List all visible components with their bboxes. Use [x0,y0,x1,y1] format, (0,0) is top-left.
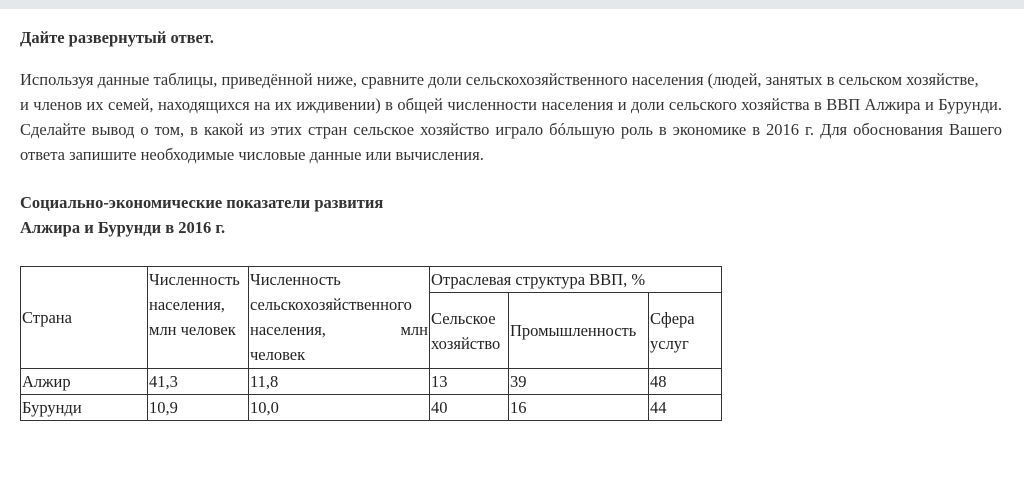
cell-agri-population: 11,8 [249,369,430,395]
header-agri-population-line [250,267,428,342]
indicators-table [20,266,722,421]
header-country: Страна [21,267,148,369]
header-agri-population [249,267,430,369]
top-bar [0,0,1024,9]
task-heading: Дайте развернутый ответ. [20,28,214,47]
cell-industry: 16 [509,395,649,421]
cell-services: 48 [649,369,722,395]
table-row [21,395,722,421]
header-agriculture: Сельское хозяйство [430,293,509,369]
table-header-row [21,267,722,293]
cell-country: Бурунди [21,395,148,421]
table-title-line-2: Алжира и Бурунди в 2016 г. [20,218,226,237]
header-agri-population-text: Численность сельскохозяйственного населения, [250,270,412,339]
table-title [20,190,1002,240]
cell-agriculture: 40 [430,395,509,421]
task-content [20,26,1002,421]
cell-population: 10,9 [148,395,249,421]
cell-agri-population: 10,0 [249,395,430,421]
cell-country: Алжир [21,369,148,395]
header-services: Сфера услуг [649,293,722,369]
header-industry: Промышленность [509,293,649,369]
cell-industry: 39 [509,369,649,395]
header-population: Численность населения, млн человек [148,267,249,369]
header-gdp-structure: Отраслевая структура ВВП, % [430,267,722,293]
task-text [20,67,1002,167]
cell-agriculture: 13 [430,369,509,395]
header-agri-population-tail: человек [250,345,306,364]
task-line-1: Используя данные таблицы, приведённой ниже, сравните доли сельскохозяйственного населения (людей, занятых в сельском хозяйстве, [20,70,979,89]
header-agri-population-unit: млн [400,320,428,339]
table-title-line-1: Социально-экономические показатели развития [20,193,384,212]
task-line-2: и членов их семей, находящихся на их иждивении) в общей численности населения и доли сельского хозяйства в ВВП Алжира и Бурунди. Сделайте вывод о том, в какой из этих стран сельское хозяйство играло бóльшую роль в экономике в 2016 г. Для обоснования Вашего ответа запишите необходимые числовые данные или вычисления. [20,95,1002,164]
cell-population: 41,3 [148,369,249,395]
cell-services: 44 [649,395,722,421]
table-row [21,369,722,395]
